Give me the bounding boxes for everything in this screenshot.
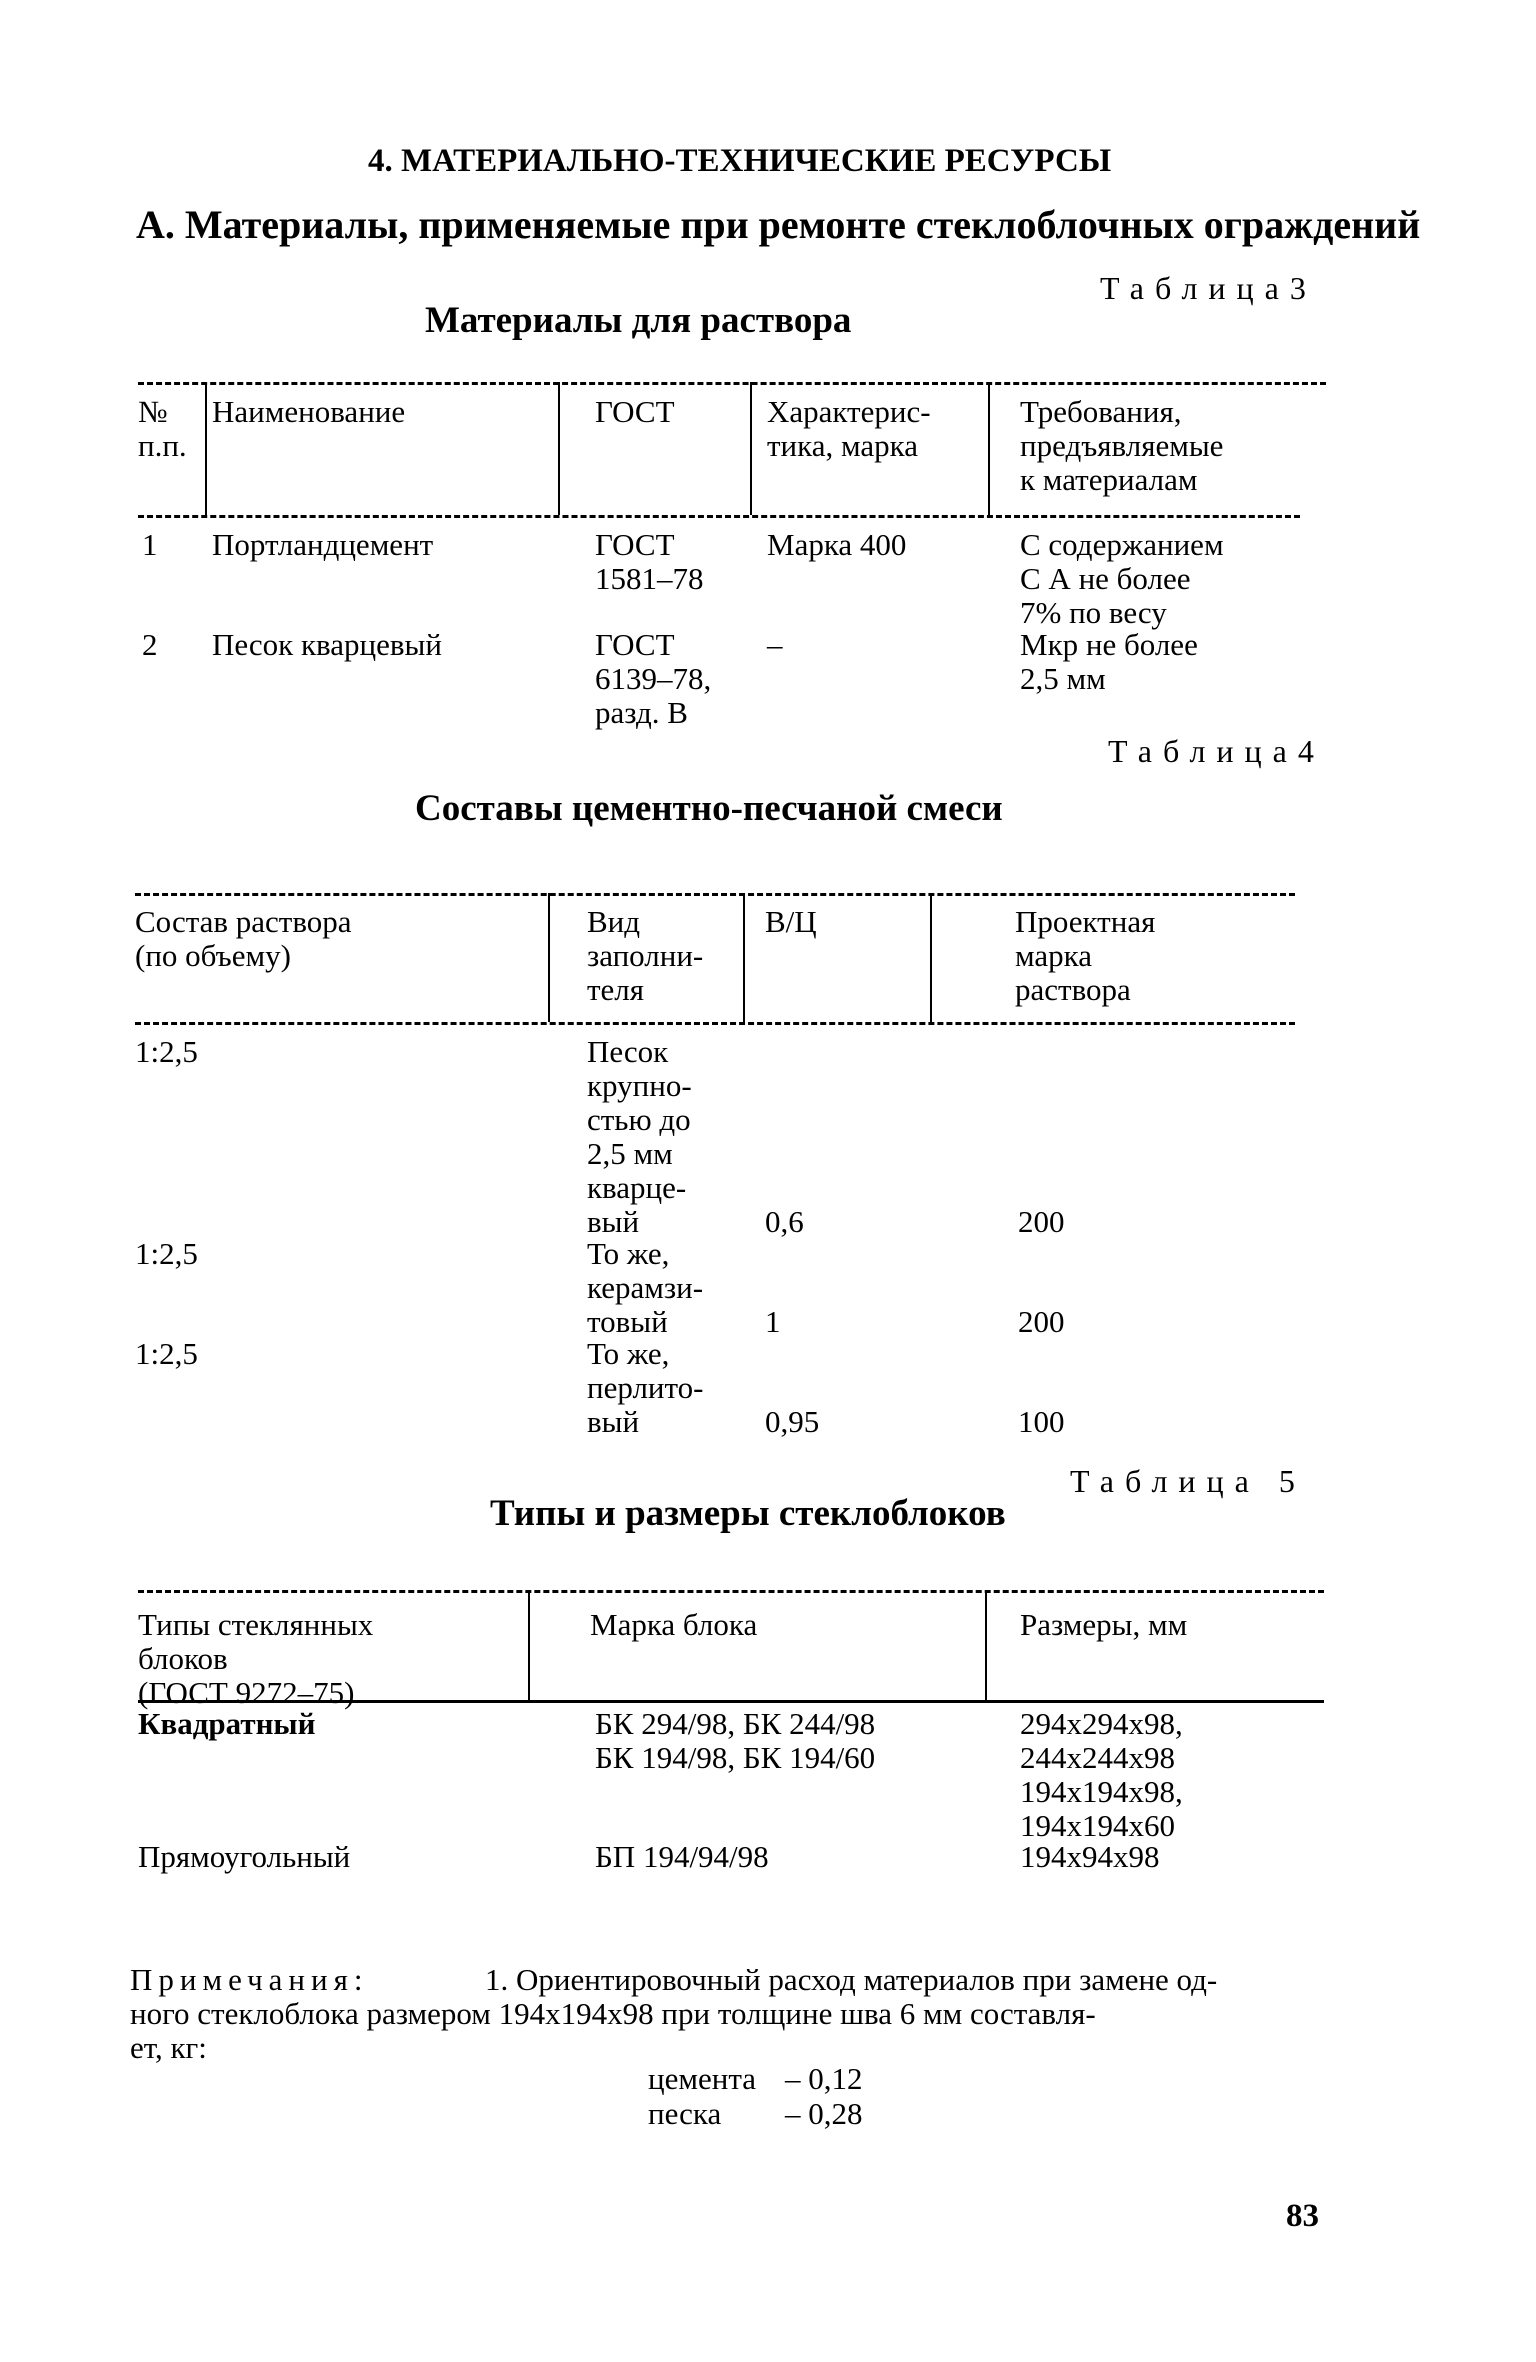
- table4-row3-wc-ratio: 0,95: [765, 1404, 820, 1439]
- table5-header-type: Типы стеклянных блоков (ГОСТ 9272–75): [138, 1607, 374, 1710]
- table4-row2-filler: То же, керамзи- товый: [587, 1236, 704, 1339]
- table4-row1-design-grade: 200: [1018, 1204, 1065, 1239]
- table4-row2-design-grade: 200: [1018, 1304, 1065, 1339]
- table4-title: Составы цементно-песчаной смеси: [415, 788, 1003, 829]
- table3-col-divider-3: [750, 382, 752, 515]
- notes-item-sand-name: песка: [648, 2096, 722, 2131]
- table4-header-wc-ratio: В/Ц: [765, 904, 817, 939]
- table3-top-rule: [138, 382, 1326, 385]
- table4-row3-composition: 1:2,5: [135, 1336, 198, 1371]
- table3-row2-characteristic: –: [767, 627, 783, 662]
- table5-row1-block-grade: БК 294/98, БК 244/98 БК 194/98, БК 194/60: [595, 1706, 876, 1775]
- notes-text: 1. Ориентировочный расход материалов при замене од- ного стеклоблока размером 194х194х98 при толщине шва 6 мм составля- ет, кг:: [130, 1962, 1218, 2065]
- page-number: 83: [1286, 2198, 1319, 2234]
- notes-item-cement-value: – 0,12: [785, 2061, 863, 2096]
- table3-header-rule: [138, 515, 1300, 518]
- table4-col-divider-1: [548, 893, 550, 1022]
- table5-title: Типы и размеры стеклоблоков: [490, 1493, 1006, 1534]
- table5-row2-type: Прямоугольный: [138, 1839, 351, 1874]
- table4-row3-design-grade: 100: [1018, 1404, 1065, 1439]
- table4-header-rule: [135, 1022, 1295, 1025]
- table3-col-divider-1: [205, 382, 207, 515]
- table3-row2-name: Песок кварцевый: [212, 627, 442, 662]
- table3-header-requirements: Требования, предъявляемые к материалам: [1020, 394, 1224, 497]
- table3-row1-gost: ГОСТ 1581–78: [595, 527, 704, 596]
- table4-row3-filler: То же, перлито- вый: [587, 1336, 704, 1439]
- table4-row1-filler: Песок крупно- стью до 2,5 мм кварце- вый: [587, 1034, 692, 1239]
- table3-row2-requirements: Мкр не более 2,5 мм: [1020, 627, 1198, 696]
- table5-col-divider-1: [528, 1590, 530, 1700]
- table4-label: Таблица4: [1108, 733, 1325, 769]
- table4-row2-wc-ratio: 1: [765, 1304, 781, 1339]
- table4-row1-wc-ratio: 0,6: [765, 1204, 804, 1239]
- table4-header-composition: Состав раствора (по объему): [135, 904, 352, 973]
- table3-row1-requirements: С содержанием C А не более 7% по весу: [1020, 527, 1224, 630]
- table3-row2-num: 2: [142, 627, 158, 662]
- table4-row2-composition: 1:2,5: [135, 1236, 198, 1271]
- table3-col-divider-4: [988, 382, 990, 515]
- table5-row1-type: Квадратный: [138, 1706, 316, 1741]
- notes-item-sand-value: – 0,28: [785, 2096, 863, 2131]
- subsection-title: А. Материалы, применяемые при ремонте стеклоблочных ограждений: [136, 202, 1421, 247]
- section-title: 4. МАТЕРИАЛЬНО-ТЕХНИЧЕСКИЕ РЕСУРСЫ: [368, 143, 1112, 179]
- notes-item-cement-name: цемента: [648, 2061, 757, 2096]
- table3-row2-gost: ГОСТ 6139–78, разд. В: [595, 627, 712, 730]
- table5-top-rule: [138, 1590, 1324, 1593]
- table3-label: Таблица3: [1100, 270, 1317, 306]
- table3-header-characteristic: Характерис- тика, марка: [767, 394, 931, 463]
- table4-col-divider-3: [930, 893, 932, 1022]
- table5-row2-dimensions: 194х94х98: [1020, 1839, 1160, 1874]
- table4-header-filler: Вид заполни- теля: [587, 904, 704, 1007]
- table5-col-divider-2: [985, 1590, 987, 1700]
- notes-label: Примечания:: [130, 1962, 369, 1997]
- table4-top-rule: [135, 893, 1295, 896]
- table3-col-divider-2: [558, 382, 560, 515]
- table3-row1-characteristic: Марка 400: [767, 527, 907, 562]
- table5-label: Таблица 5: [1070, 1463, 1306, 1499]
- table5-row1-dimensions: 294х294х98, 244х244х98 194х194х98, 194х194х60: [1020, 1706, 1183, 1843]
- table4-header-design-grade: Проектная марка раствора: [1015, 904, 1156, 1007]
- table4-col-divider-2: [743, 893, 745, 1022]
- table5-header-dimensions: Размеры, мм: [1020, 1607, 1188, 1642]
- table3-header-gost: ГОСТ: [595, 394, 675, 429]
- table3-title: Материалы для раствора: [425, 300, 852, 341]
- table4-row1-composition: 1:2,5: [135, 1034, 198, 1069]
- table3-header-num: № п.п.: [138, 394, 187, 463]
- table5-row2-block-grade: БП 194/94/98: [595, 1839, 769, 1874]
- table3-row1-num: 1: [142, 527, 158, 562]
- table3-row1-name: Портландцемент: [212, 527, 434, 562]
- table5-header-block-grade: Марка блока: [590, 1607, 758, 1642]
- table3-header-name: Наименование: [212, 394, 406, 429]
